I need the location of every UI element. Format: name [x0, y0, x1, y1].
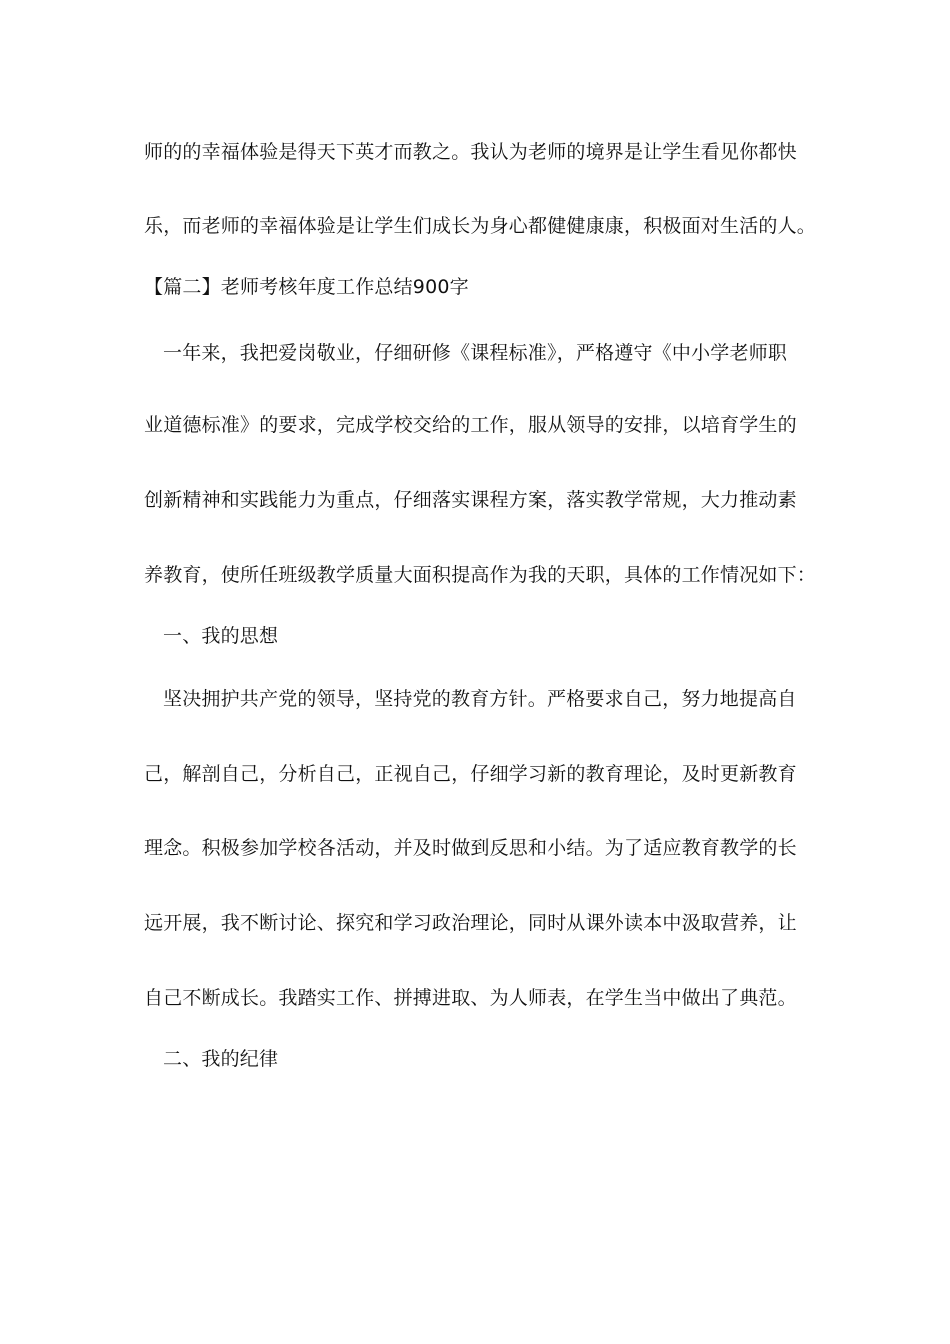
paragraph-line: 养教育，使所任班级教学质量大面积提高作为我的天职，具体的工作情况如下： — [144, 564, 817, 586]
subsection-heading: 一、我的思想 — [163, 625, 279, 647]
paragraph-line: 师的的幸福体验是得天下英才而教之。我认为老师的境界是让学生看见你都快 — [144, 141, 797, 163]
paragraph-line: 自己不断成长。我踏实工作、拼搏进取、为人师表，在学生当中做出了典范。 — [144, 987, 797, 1009]
paragraph-line: 理念。积极参加学校各活动，并及时做到反思和小结。为了适应教育教学的长 — [144, 837, 797, 859]
paragraph-line: 坚决拥护共产党的领导，坚持党的教育方针。严格要求自己，努力地提高自 — [163, 688, 797, 710]
subsection-heading: 二、我的纪律 — [163, 1048, 279, 1070]
paragraph-line: 乐，而老师的幸福体验是让学生们成长为身心都健健康康，积极面对生活的人。 — [144, 215, 817, 237]
paragraph-line: 一年来，我把爱岗敬业，仔细研修《课程标准》，严格遵守《中小学老师职 — [163, 342, 788, 364]
section-heading: 【篇二】老师考核年度工作总结900字 — [144, 276, 469, 298]
paragraph-line: 远开展，我不断讨论、探究和学习政治理论，同时从课外读本中汲取营养，让 — [144, 912, 797, 934]
paragraph-line: 业道德标准》的要求，完成学校交给的工作，服从领导的安排，以培育学生的 — [144, 414, 797, 436]
paragraph-line: 己，解剖自己，分析自己，正视自己，仔细学习新的教育理论，及时更新教育 — [144, 763, 797, 785]
paragraph-line: 创新精神和实践能力为重点，仔细落实课程方案，落实教学常规，大力推动素 — [144, 489, 797, 511]
